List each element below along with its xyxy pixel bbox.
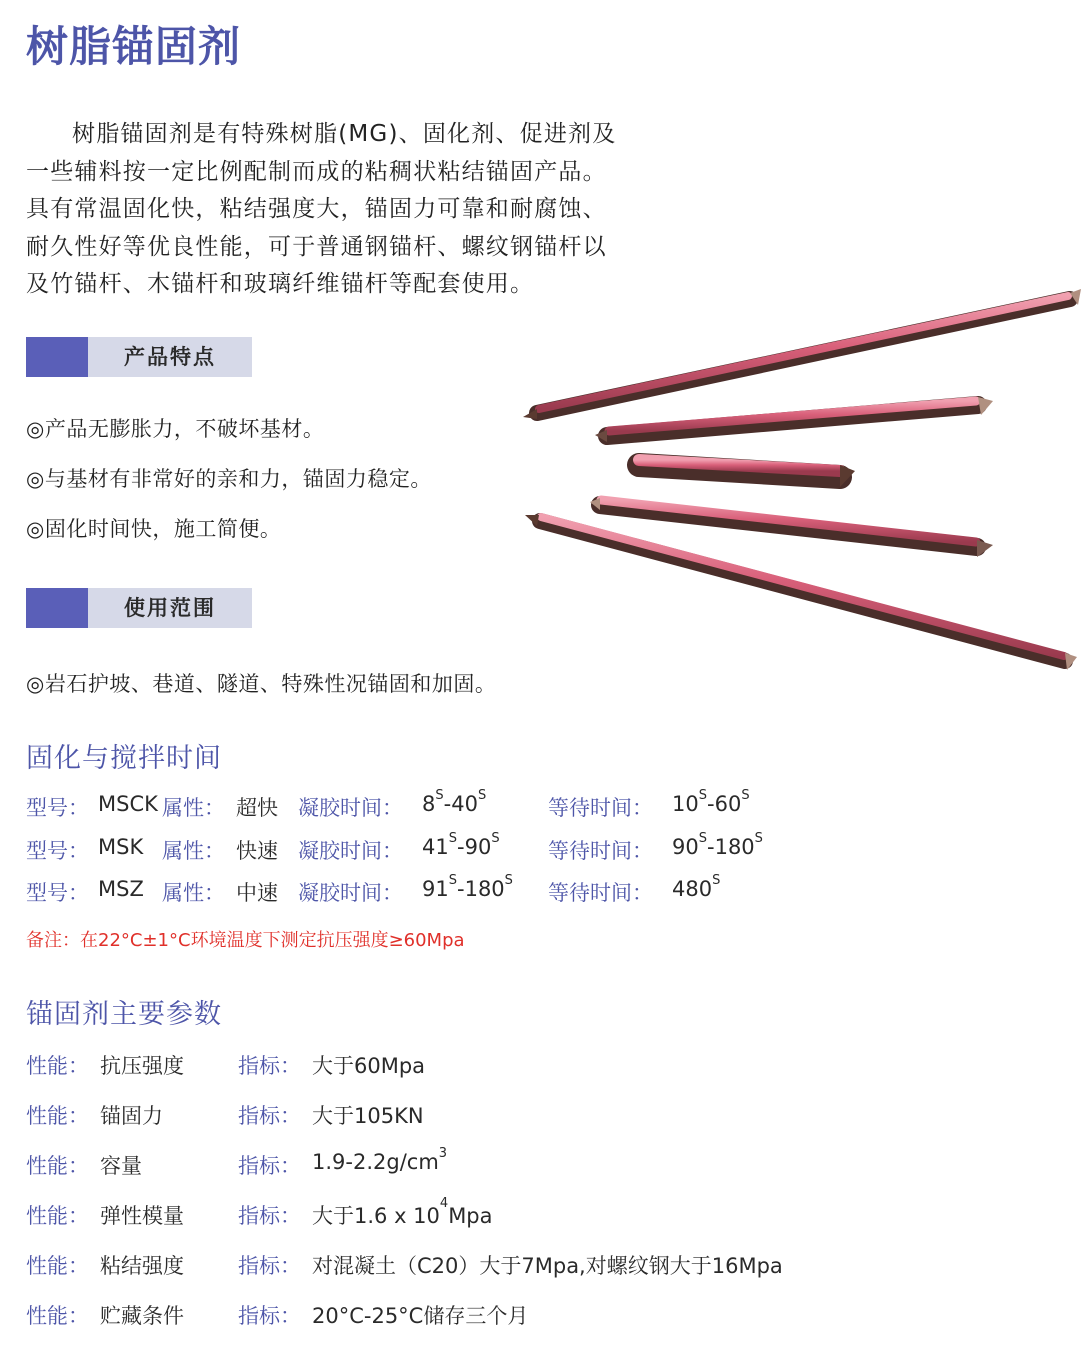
wait-value: $480^S$ (672, 873, 721, 901)
attr-key: 属性： (162, 839, 225, 863)
index-value: 对混凝土（C20）大于7Mpa,对螺纹钢大于16Mpa (312, 1254, 783, 1278)
features-heading-band (26, 337, 252, 377)
intro-paragraph (26, 116, 726, 304)
index-value: 大于1.6 x $10^4Mpa$ (312, 1196, 493, 1228)
intro-line: 树脂锚固剂是有特殊树脂(MG)、固化剂、促进剂及 (72, 121, 617, 147)
model-value: MSCK (98, 792, 158, 816)
perf-value: 弹性模量 (100, 1204, 184, 1228)
feature-item: ◎与基材有非常好的亲和力，锚固力稳定。 (26, 467, 432, 491)
usage-heading: 使用范围 (88, 588, 252, 628)
feature-item: ◎产品无膨胀力，不破坏基材。 (26, 417, 325, 441)
gel-key: 凝胶时间： (298, 839, 403, 863)
model-value: MSZ (98, 877, 144, 901)
curing-row (26, 831, 826, 867)
perf-key: 性能： (26, 1304, 89, 1328)
param-row (26, 1250, 926, 1282)
gel-key: 凝胶时间： (298, 881, 403, 905)
index-value: 大于105KN (312, 1104, 424, 1128)
cartridge-rod (595, 397, 993, 442)
cartridge-rod (639, 460, 855, 487)
model-value: MSK (98, 835, 144, 859)
intro-line: 及竹锚杆、木锚杆和玻璃纤维锚杆等配套使用。 (26, 271, 535, 297)
index-value: $1.9-2.2g/cm^3$ (312, 1146, 448, 1174)
wait-value: $90^S-180^S$ (672, 831, 763, 859)
index-key: 指标： (238, 1304, 301, 1328)
intro-line: 具有常温固化快，粘结强度大，锚固力可靠和耐腐蚀、 (26, 196, 607, 222)
perf-key: 性能： (26, 1254, 89, 1278)
perf-value: 贮藏条件 (100, 1304, 184, 1328)
feature-item: ◎固化时间快，施工简便。 (26, 517, 282, 541)
gel-value: $8^S-40^S$ (422, 788, 487, 816)
perf-key: 性能： (26, 1054, 89, 1078)
attr-value: 快速 (236, 839, 278, 863)
attr-key: 属性： (162, 796, 225, 820)
cartridge-rod (523, 289, 1081, 419)
param-row (26, 1146, 926, 1182)
gel-value: $91^S-180^S$ (422, 873, 513, 901)
perf-key: 性能： (26, 1204, 89, 1228)
perf-key: 性能： (26, 1154, 89, 1178)
model-key: 型号： (26, 839, 89, 863)
wait-key: 等待时间： (548, 839, 653, 863)
curing-heading: 固化与搅拌时间 (26, 743, 222, 774)
perf-value: 抗压强度 (100, 1054, 184, 1078)
features-heading: 产品特点 (88, 337, 252, 377)
curing-row (26, 788, 826, 824)
page-title: 树脂锚固剂 (26, 22, 242, 71)
intro-line: 一些辅料按一定比例配制而成的粘稠状粘结锚固产品。 (26, 158, 607, 185)
usage-heading-band (26, 588, 252, 628)
curing-row (26, 873, 826, 909)
perf-value: 锚固力 (100, 1104, 163, 1128)
index-key: 指标： (238, 1054, 301, 1078)
param-row (26, 1050, 926, 1082)
attr-value: 中速 (236, 881, 278, 905)
usage-item: ◎岩石护坡、巷道、隧道、特殊性况锚固和加固。 (26, 672, 497, 696)
param-row (26, 1196, 926, 1232)
wait-value: $10^S-60^S$ (672, 788, 750, 816)
index-key: 指标： (238, 1254, 301, 1278)
attr-key: 属性： (162, 881, 225, 905)
gel-value: $41^S-90^S$ (422, 831, 500, 859)
perf-value: 粘结强度 (100, 1254, 184, 1278)
band-block (26, 337, 88, 377)
band-block (26, 588, 88, 628)
param-row (26, 1300, 926, 1332)
index-key: 指标： (238, 1204, 301, 1228)
params-heading: 锚固剂主要参数 (26, 999, 222, 1030)
param-row (26, 1100, 926, 1132)
wait-key: 等待时间： (548, 881, 653, 905)
cartridge-rod (525, 515, 1077, 670)
perf-key: 性能： (26, 1104, 89, 1128)
curing-note: 备注：在22°C±1°C环境温度下测定抗压强度≥60Mpa (26, 930, 465, 951)
index-value: 20°C-25°C储存三个月 (312, 1304, 529, 1328)
attr-value: 超快 (236, 796, 278, 820)
model-key: 型号： (26, 796, 89, 820)
intro-line: 耐久性好等优良性能，可于普通钢锚杆、螺纹钢锚杆以 (26, 233, 607, 260)
index-key: 指标： (238, 1154, 301, 1178)
wait-key: 等待时间： (548, 796, 653, 820)
gel-key: 凝胶时间： (298, 796, 403, 820)
index-value: 大于60Mpa (312, 1054, 426, 1078)
model-key: 型号： (26, 881, 89, 905)
index-key: 指标： (238, 1104, 301, 1128)
perf-value: 容量 (100, 1154, 142, 1178)
product-cartridges-image (515, 285, 1087, 705)
